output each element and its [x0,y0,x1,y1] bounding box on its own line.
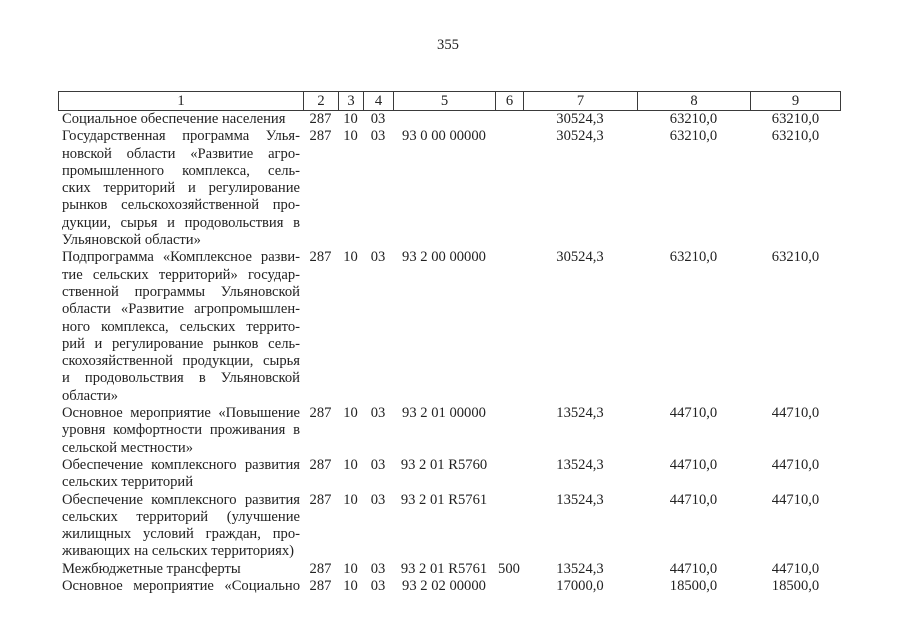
row-title-line: Ульяновской области» [62,232,201,249]
expense-type-cell [495,457,523,492]
amount-col8-cell: 44710,0 [669,560,718,577]
target-article-cell: 93 0 00 00000 [402,128,486,145]
row-title-cell [58,111,303,128]
subsection-code-cell: 03 [370,456,386,473]
expense-type-cell [495,111,523,128]
budget-table [58,91,841,595]
table-row [58,128,841,249]
row-title-line: Основное мероприятие «Повышение [62,405,300,422]
row-title-line: ного комплекса, сельских террито- [62,318,300,335]
subsection-code-cell: 03 [370,111,386,127]
target-article-cell: 93 2 01 00000 [402,405,486,422]
expense-type-cell [495,492,523,561]
header-cell-1: 1 [58,92,303,110]
amount-col7-cell: 30524,3 [556,111,604,127]
expense-type-cell [495,578,523,595]
expense-type-cell [495,128,523,249]
row-title-line: Социальное обеспечение населения [62,111,286,127]
amount-col7-cell: 30524,3 [556,128,604,145]
row-title-line: промышленного комплекса, сель- [62,162,300,179]
subsection-code-cell: 03 [370,128,386,145]
table-row [58,405,841,457]
row-title-line: Основное мероприятие «Социально [62,578,300,595]
amount-col9-cell: 44710,0 [771,491,820,508]
amount-col8-cell: 44710,0 [669,456,718,473]
amount-col7-cell: 13524,3 [556,405,604,422]
ministry-code-cell: 287 [309,405,332,422]
amount-col7-cell: 13524,3 [556,456,604,473]
row-title-line: Государственная программа Улья- [62,128,300,145]
row-title-cell [58,457,303,492]
row-title-line: скохозяйственной продукции, сырья [62,353,300,370]
amount-col9-cell: 63210,0 [771,249,820,266]
subsection-code-cell: 03 [370,560,386,577]
amount-col9-cell: 63210,0 [771,128,820,145]
row-title-line: тие сельских территорий» государ- [62,266,300,283]
table-row [58,578,841,595]
row-title-cell [58,578,303,595]
section-code-cell: 10 [343,249,358,266]
section-code-cell: 10 [343,491,358,508]
header-cell-5: 5 [393,92,495,110]
table-row [58,561,841,578]
row-title-line: ских территорий и регулирование [62,180,300,197]
ministry-code-cell: 287 [309,111,332,127]
row-title-line: рий и регулирование рынков сель- [62,335,300,352]
ministry-code-cell: 287 [309,578,332,595]
amount-col8-cell: 63210,0 [669,111,718,127]
amount-col8-cell: 63210,0 [669,128,718,145]
row-title-line: Межбюджетные трансферты [62,560,241,577]
row-title-line: уровня комфортности проживания в [62,422,300,439]
amount-col8-cell: 18500,0 [669,578,718,595]
section-code-cell: 10 [343,456,358,473]
target-article-cell: 93 2 01 R5761 [400,491,488,508]
row-title-line: новской области «Развитие агро- [62,145,300,162]
row-title-cell [58,492,303,561]
row-title-line: области «Развитие агропромышлен- [62,301,300,318]
amount-col7-cell: 13524,3 [556,560,604,577]
target-article-cell: 93 2 01 R5760 [400,456,488,473]
row-title-cell [58,561,303,578]
amount-col7-cell: 13524,3 [556,491,604,508]
header-cell-6: 6 [495,92,523,110]
table-row [58,457,841,492]
row-title-line: живающих на сельских территориях) [62,543,295,560]
amount-col8-cell: 44710,0 [669,405,718,422]
row-title-line: области» [62,387,119,404]
header-cell-9: 9 [750,92,841,110]
ministry-code-cell: 287 [309,560,332,577]
section-code-cell: 10 [343,111,358,127]
subsection-code-cell: 03 [370,405,386,422]
subsection-code-cell: 03 [370,491,386,508]
header-cell-7: 7 [523,92,637,110]
section-code-cell: 10 [343,405,358,422]
ministry-code-cell: 287 [309,491,332,508]
section-code-cell: 10 [343,560,358,577]
ministry-code-cell: 287 [309,128,332,145]
amount-col9-cell: 18500,0 [771,578,820,595]
row-title-line: сельских территорий (улучшение [62,508,300,525]
amount-col7-cell: 17000,0 [556,578,604,595]
expense-type-cell: 500 [498,560,520,577]
row-title-line: ственной программы Ульяновской [62,283,300,300]
row-title-line: дукции, сырья и продовольствия в [62,214,300,231]
amount-col9-cell: 44710,0 [771,405,820,422]
header-cell-4: 4 [363,92,393,110]
subsection-code-cell: 03 [370,249,386,266]
table-row [58,249,841,405]
section-code-cell: 10 [343,578,358,595]
row-title-line: рынков сельскохозяйственной про- [62,197,300,214]
target-article-cell [393,111,495,128]
row-title-line: сельской местности» [62,439,194,456]
table-row [58,111,841,128]
row-title-line: жилищных условий граждан, про- [62,526,300,543]
amount-col8-cell: 63210,0 [669,249,718,266]
page-number: 355 [437,37,459,53]
target-article-cell: 93 2 00 00000 [402,249,486,266]
amount-col9-cell: 63210,0 [771,111,820,127]
amount-col9-cell: 44710,0 [771,560,820,577]
subsection-code-cell: 03 [370,578,386,595]
amount-col9-cell: 44710,0 [771,456,820,473]
row-title-line: Обеспечение комплексного развития [62,456,300,473]
header-cell-2: 2 [303,92,338,110]
ministry-code-cell: 287 [309,249,332,266]
expense-type-cell [495,249,523,405]
row-title-line: сельских территорий [62,474,194,491]
amount-col8-cell: 44710,0 [669,491,718,508]
amount-col7-cell: 30524,3 [556,249,604,266]
header-cell-3: 3 [338,92,363,110]
section-code-cell: 10 [343,128,358,145]
target-article-cell: 93 2 02 00000 [402,578,486,595]
row-title-cell [58,405,303,457]
expense-type-cell [495,405,523,457]
target-article-cell: 93 2 01 R5761 [400,560,488,577]
ministry-code-cell: 287 [309,456,332,473]
row-title-cell [58,249,303,405]
row-title-line: Обеспечение комплексного развития [62,491,300,508]
row-title-line: и продовольствия в Ульяновской [62,370,300,387]
row-title-line: Подпрограмма «Комплексное разви- [62,249,300,266]
row-title-cell [58,128,303,249]
header-cell-8: 8 [637,92,750,110]
table-row [58,492,841,561]
table-header-row [58,91,841,111]
